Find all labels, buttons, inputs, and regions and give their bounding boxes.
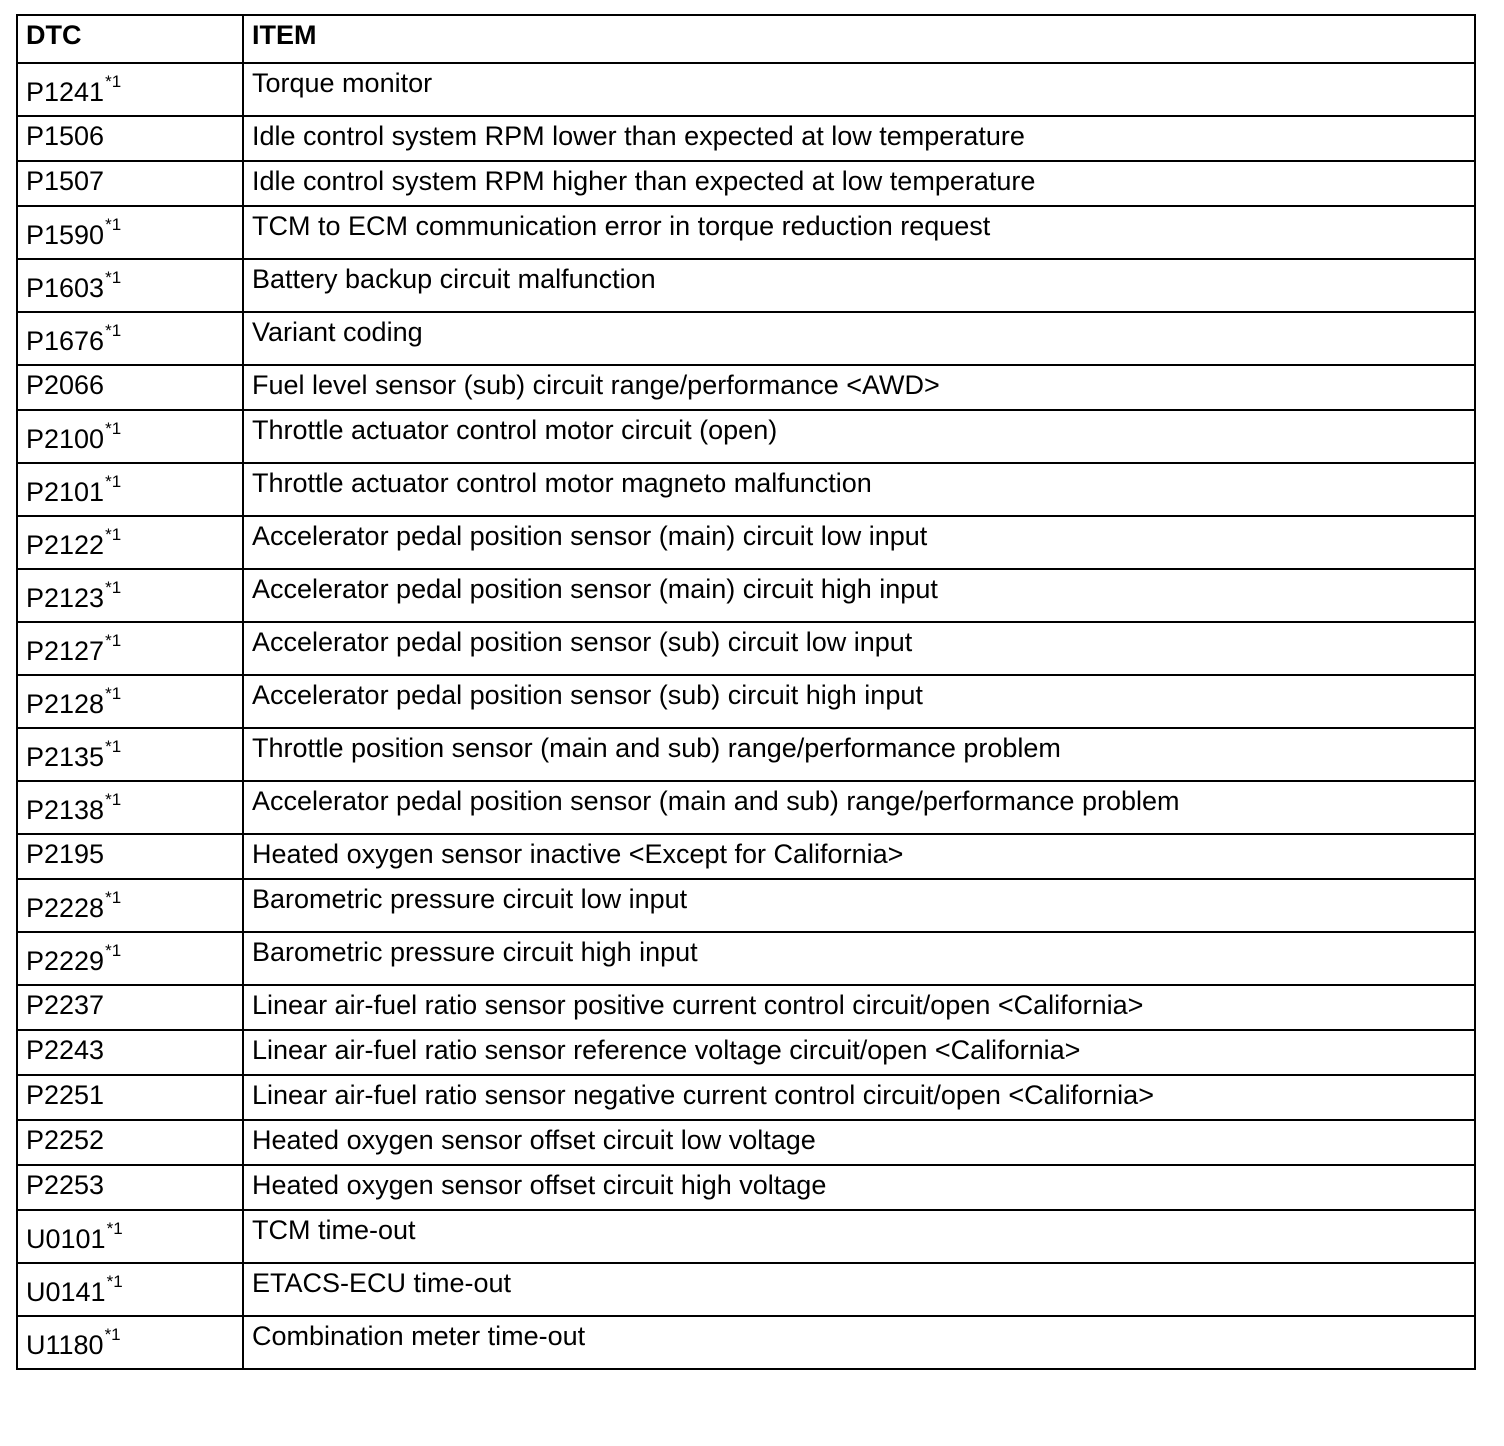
- dtc-code-text: P2127: [26, 636, 105, 666]
- dtc-code-cell: [17, 63, 243, 116]
- dtc-item-description: Variant coding: [243, 312, 1475, 365]
- table-row: [17, 728, 1475, 781]
- dtc-code: [26, 1266, 123, 1309]
- dtc-code-text: P1507: [26, 166, 105, 196]
- dtc-item-description: Accelerator pedal position sensor (main and sub) range/performance problem: [243, 781, 1475, 834]
- dtc-code-cell: [17, 161, 243, 206]
- dtc-item-description: Accelerator pedal position sensor (main) circuit high input: [243, 569, 1475, 622]
- dtc-code: [26, 882, 121, 925]
- footnote-marker: *1: [105, 888, 122, 907]
- dtc-code: [26, 466, 121, 509]
- footnote-marker: *1: [105, 737, 122, 756]
- dtc-code: [26, 370, 104, 400]
- table-row: [17, 932, 1475, 985]
- table-row: [17, 365, 1475, 410]
- dtc-code-cell: [17, 312, 243, 365]
- dtc-code: [26, 935, 121, 978]
- footnote-marker: *1: [105, 525, 122, 544]
- footnote-marker: *1: [105, 941, 122, 960]
- dtc-code-text: P2229: [26, 946, 105, 976]
- dtc-code-text: P2066: [26, 370, 105, 400]
- dtc-code: [26, 262, 121, 305]
- footnote-marker: *1: [104, 1325, 121, 1344]
- table-row: [17, 63, 1475, 116]
- dtc-code-text: P1506: [26, 121, 105, 151]
- dtc-code-text: P2228: [26, 893, 105, 923]
- table-row: [17, 516, 1475, 569]
- footnote-marker: *1: [105, 472, 122, 491]
- dtc-code: [26, 1213, 123, 1256]
- dtc-code-text: P2101: [26, 477, 105, 507]
- dtc-code-cell: [17, 516, 243, 569]
- dtc-code: [26, 209, 121, 252]
- dtc-code-cell: [17, 569, 243, 622]
- dtc-code-text: P2251: [26, 1080, 105, 1110]
- dtc-item-description: Accelerator pedal position sensor (main) circuit low input: [243, 516, 1475, 569]
- dtc-code-cell: [17, 116, 243, 161]
- table-row: [17, 259, 1475, 312]
- dtc-code-cell: [17, 365, 243, 410]
- dtc-code-text: P1241: [26, 77, 105, 107]
- table-row: [17, 312, 1475, 365]
- dtc-item-description: Combination meter time-out: [243, 1316, 1475, 1369]
- dtc-code-cell: [17, 1030, 243, 1075]
- header-item: ITEM: [243, 15, 1475, 63]
- dtc-code-text: P2253: [26, 1170, 105, 1200]
- table-row: [17, 1263, 1475, 1316]
- dtc-code-text: P2135: [26, 742, 105, 772]
- dtc-item-description: Throttle position sensor (main and sub) range/performance problem: [243, 728, 1475, 781]
- dtc-item-description: Battery backup circuit malfunction: [243, 259, 1475, 312]
- dtc-code-text: P1590: [26, 220, 105, 250]
- dtc-code-text: P2138: [26, 795, 105, 825]
- dtc-code: [26, 678, 121, 721]
- table-row: [17, 1030, 1475, 1075]
- dtc-code-cell: [17, 985, 243, 1030]
- header-dtc: DTC: [17, 15, 243, 63]
- dtc-code-cell: [17, 834, 243, 879]
- dtc-item-description: Torque monitor: [243, 63, 1475, 116]
- dtc-code-text: P1676: [26, 326, 105, 356]
- dtc-code-text: P2100: [26, 424, 105, 454]
- table-row: [17, 1316, 1475, 1369]
- dtc-code-text: P2195: [26, 839, 105, 869]
- dtc-item-description: Idle control system RPM lower than expected at low temperature: [243, 116, 1475, 161]
- dtc-code: [26, 1035, 104, 1065]
- dtc-code-cell: [17, 1316, 243, 1369]
- dtc-code-text: P1603: [26, 273, 105, 303]
- dtc-code: [26, 784, 121, 827]
- dtc-item-description: Idle control system RPM higher than expected at low temperature: [243, 161, 1475, 206]
- dtc-code-text: P2237: [26, 990, 105, 1020]
- dtc-code: [26, 121, 104, 151]
- table-row: [17, 161, 1475, 206]
- dtc-item-description: Fuel level sensor (sub) circuit range/performance <AWD>: [243, 365, 1475, 410]
- footnote-marker: *1: [105, 419, 122, 438]
- dtc-code-cell: [17, 781, 243, 834]
- table-row: [17, 1165, 1475, 1210]
- dtc-code-cell: [17, 675, 243, 728]
- dtc-item-description: Linear air-fuel ratio sensor positive current control circuit/open <California>: [243, 985, 1475, 1030]
- dtc-code-text: P2122: [26, 530, 105, 560]
- dtc-item-description: Accelerator pedal position sensor (sub) circuit low input: [243, 622, 1475, 675]
- table-row: [17, 569, 1475, 622]
- dtc-code-cell: [17, 259, 243, 312]
- dtc-table: [16, 14, 1476, 1370]
- dtc-code: [26, 315, 121, 358]
- table-row: [17, 1120, 1475, 1165]
- footnote-marker: *1: [105, 684, 122, 703]
- dtc-item-description: Accelerator pedal position sensor (sub) circuit high input: [243, 675, 1475, 728]
- dtc-code-cell: [17, 1263, 243, 1316]
- footnote-marker: *1: [105, 631, 122, 650]
- footnote-marker: *1: [105, 790, 122, 809]
- table-row: [17, 675, 1475, 728]
- dtc-code: [26, 1170, 104, 1200]
- dtc-item-description: Barometric pressure circuit high input: [243, 932, 1475, 985]
- dtc-code: [26, 572, 121, 615]
- footnote-marker: *1: [106, 1219, 123, 1238]
- dtc-code: [26, 1319, 121, 1362]
- table-row: [17, 622, 1475, 675]
- dtc-code: [26, 66, 121, 109]
- dtc-code-cell: [17, 879, 243, 932]
- dtc-code-text: U1180: [26, 1330, 104, 1360]
- table-row: [17, 206, 1475, 259]
- dtc-item-description: Barometric pressure circuit low input: [243, 879, 1475, 932]
- table-header-row: [17, 15, 1475, 63]
- dtc-code-cell: [17, 1165, 243, 1210]
- dtc-code: [26, 519, 121, 562]
- dtc-item-description: TCM time-out: [243, 1210, 1475, 1263]
- footnote-marker: *1: [105, 72, 122, 91]
- dtc-code-text: U0101: [26, 1224, 106, 1254]
- dtc-code-text: P2123: [26, 583, 105, 613]
- dtc-code-cell: [17, 728, 243, 781]
- dtc-code: [26, 166, 104, 196]
- dtc-item-description: Throttle actuator control motor circuit (open): [243, 410, 1475, 463]
- table-row: [17, 879, 1475, 932]
- dtc-code: [26, 1080, 104, 1110]
- dtc-item-description: ETACS-ECU time-out: [243, 1263, 1475, 1316]
- dtc-item-description: Heated oxygen sensor offset circuit high voltage: [243, 1165, 1475, 1210]
- footnote-marker: *1: [106, 1272, 123, 1291]
- table-row: [17, 116, 1475, 161]
- dtc-item-description: Heated oxygen sensor inactive <Except for California>: [243, 834, 1475, 879]
- table-row: [17, 834, 1475, 879]
- footnote-marker: *1: [105, 215, 122, 234]
- dtc-code-cell: [17, 1210, 243, 1263]
- dtc-item-description: Linear air-fuel ratio sensor reference voltage circuit/open <California>: [243, 1030, 1475, 1075]
- table-row: [17, 1075, 1475, 1120]
- dtc-code-text: U0141: [26, 1277, 106, 1307]
- footnote-marker: *1: [105, 268, 122, 287]
- table-row: [17, 1210, 1475, 1263]
- dtc-code-cell: [17, 463, 243, 516]
- footnote-marker: *1: [105, 321, 122, 340]
- dtc-code-cell: [17, 410, 243, 463]
- dtc-code: [26, 413, 121, 456]
- table-row: [17, 463, 1475, 516]
- dtc-code-text: P2128: [26, 689, 105, 719]
- dtc-code: [26, 990, 104, 1020]
- dtc-code-cell: [17, 1075, 243, 1120]
- dtc-code-cell: [17, 622, 243, 675]
- dtc-code-text: P2252: [26, 1125, 105, 1155]
- dtc-code-cell: [17, 206, 243, 259]
- dtc-code-text: P2243: [26, 1035, 105, 1065]
- dtc-item-description: Heated oxygen sensor offset circuit low voltage: [243, 1120, 1475, 1165]
- dtc-code: [26, 839, 104, 869]
- dtc-item-description: Linear air-fuel ratio sensor negative current control circuit/open <California>: [243, 1075, 1475, 1120]
- dtc-code: [26, 731, 121, 774]
- dtc-item-description: TCM to ECM communication error in torque reduction request: [243, 206, 1475, 259]
- dtc-code: [26, 625, 121, 668]
- table-row: [17, 410, 1475, 463]
- dtc-table-body: [17, 63, 1475, 1369]
- dtc-code-cell: [17, 1120, 243, 1165]
- table-row: [17, 781, 1475, 834]
- table-row: [17, 985, 1475, 1030]
- dtc-item-description: Throttle actuator control motor magneto malfunction: [243, 463, 1475, 516]
- dtc-code: [26, 1125, 104, 1155]
- footnote-marker: *1: [105, 578, 122, 597]
- dtc-code-cell: [17, 932, 243, 985]
